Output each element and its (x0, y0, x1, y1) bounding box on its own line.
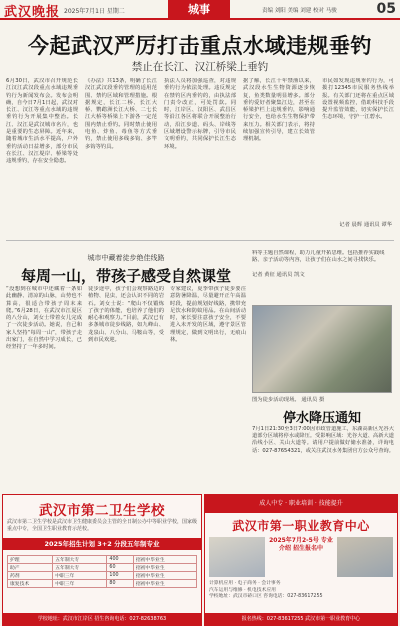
main-byline: 记者 晨辉 通讯员 谭华 (339, 222, 392, 228)
table-cell: 五年制大专 (53, 556, 107, 564)
mid-kicker: 城市中藏着徒步绝佳线路 (87, 254, 165, 262)
ad-health-school[interactable] (2, 494, 202, 626)
newspaper-logo: 武汉晚报 (4, 5, 61, 20)
table-cell: 招初中毕业生 (133, 564, 196, 572)
ad-right-highlight: 2025年7月2-5号 专业介绍 招生报名中 (269, 537, 333, 552)
mid-article-body (6, 286, 246, 486)
table-cell: 400 (107, 556, 133, 564)
ad-vocational-center[interactable] (204, 494, 398, 626)
main-headline: 今起武汉严厉打击重点水域违规垂钓 (28, 34, 372, 58)
table-row (8, 556, 197, 564)
table-row (8, 580, 197, 588)
table-cell: 招初中毕业生 (133, 580, 196, 588)
mid-byline: 记者 黄征 通讯员 凯文 (252, 272, 305, 278)
table-cell: 招初中毕业生 (133, 556, 196, 564)
editor-credits: 责编 刘阳 美编 刘建 校对 马骏 (262, 8, 337, 14)
article-column: 据了解，长江十年禁渔以来，武汉段水生生物资源逐步恢复，鱼类数量明显增多。部分垂钓爱好者聚集江边，甚至在桥梁护栏上违规垂钓，影响通行安全，也给水生生物保护带来压力。相关部门表示，将持续加强宣传引导，建立长效管理机制。 (243, 78, 315, 143)
ad-right-footer: 报名热线：027-83617255 武汉市第一职业教育中心 (205, 613, 397, 625)
ad-photo (337, 537, 393, 577)
ad-left-subtitle: 武汉市第二卫生学校是武汉市卫生健康委员会主管的全日制公办中等职业学校，国家级重点中专，全国卫生职业教育示范校。 (7, 519, 198, 532)
article-column: 市民如发现违规垂钓行为，可拨打12345市民服务热线举报。有关部门还将在重点区域设置视频监控，借助科技手段提升监管效能，切实保护长江生态环境，守护一江碧水。 (322, 78, 394, 121)
list-item: 学校地址：武汉市硚口区 咨询电话：027-83617255 (209, 594, 323, 600)
ad-left-footer: 学校地址：武汉市江岸区 招生咨询电话：027-82638763 (3, 613, 201, 625)
photo-caption-text: 图为徒步活动现场。 (252, 397, 300, 403)
table-cell: 中职三年 (53, 580, 107, 588)
ad-left-table (7, 555, 197, 588)
photo-caption (252, 395, 392, 403)
ad-photo (209, 537, 265, 577)
table-cell: 招初中毕业生 (133, 572, 196, 580)
article-column: 《办法》共13条，明确了长江汉江武汉段垂钓管理的适用范围、禁钓区域和管理措施。根据规定，长江二桥、长江大桥、鹦鹉洲长江大桥、二七长江大桥等桥梁上下游各一定范围内禁止垂钓。同时禁止使用电鱼、炸鱼、毒鱼等方式垂钓，禁止使用多线多钩、多竿多钩等钓具。 (85, 78, 157, 150)
article-column: 专家建议，夏季带孩子徒步要注意防暑降温，尽量避开正午高温时段，提前规划好线路，携带充足饮水和防蚊用品。在山间活动时，家长要注意孩子安全，不要进入未开发的区域，遵守景区管理规定，做到文明出行，无痕山林。 (170, 286, 246, 344)
hiking-photo (252, 305, 392, 393)
article-column: 执法人员将加强巡查，对违规垂钓行为依法处理。违反规定在禁钓区内垂钓的，由执法部门责令改正，可处罚款。同时，江岸区、汉阳区、武昌区等沿江各区将联合开展整治行动，沿江步道、码头、岸线等区域增设警示标牌，引导市民文明垂钓，共同保护长江生态环境。 (164, 78, 236, 150)
list-item: 汽车运用与维修 · 机电技术应用 (209, 587, 276, 593)
table-cell: 80 (107, 580, 133, 588)
ad-right-banner: 成人中专 · 职业培训 · 技能提升 (205, 495, 397, 513)
notice-title: 停水降压通知 (282, 411, 361, 426)
article-column: 徒步途中，孩子们会观察路边的植物、昆虫，还会认识不同的岩石。刘女士说：“爬山不仅锻炼了孩子的体能，也培养了他们的耐心和观察力。”目前，武汉已有多条城市徒步线路，如九峰山、龙泉山、八分山、马鞍山等，受到市民欢迎。 (88, 286, 164, 344)
main-article-body (6, 78, 394, 228)
main-subhead: 禁止在长江、汉江桥梁上垂钓 (131, 61, 269, 73)
table-row (8, 564, 197, 572)
table-cell: 五年制大专 (53, 564, 107, 572)
table-cell: 助产 (8, 564, 53, 572)
table-cell: 100 (107, 572, 133, 580)
list-item: 计算机应用 · 电子商务 · 会计事务 (209, 581, 281, 586)
ad-left-title: 武汉市第二卫生学校 (39, 503, 165, 519)
page-header (0, 0, 400, 20)
table-cell: 药剂 (8, 572, 53, 580)
article-column: “没想到在城市中还藏着一条如此幽静、清凉的山脉，山势也不算高，很适合带孩子周末来爬。”6月28日，在武汉市江夏区的八分山，刘女士带着女儿完成了一次徒步活动。她说，自己和家人坚持“每周一山”，带孩子走出家门，在自然中学习成长，已经坚持了一年多时间。 (6, 286, 82, 351)
page-number: 05 (376, 1, 396, 17)
table-row (8, 572, 197, 580)
table-cell: 60 (107, 564, 133, 572)
mid-article-continued: 料等主题自然课程，助力儿童开拓思维。包括推荐实践线路、亲子活动等内容，让孩子们在山水之间寻找快乐。 (252, 250, 385, 264)
article-column: 6月30日，武汉市召开规范长江汉江武汉段重点水域违规垂钓行为新闻发布会。发布会明确，自今日7月1日起，武汉对长江、汉江等重点水域的违规垂钓行为开展集中整治。长江、汉江是武汉城市名片，也是重要的生态屏障。近年来，随着城市生活水平提高，户外垂钓活动日益增多，部分市民在长江、汉江堤岸、桥梁等处违规垂钓，存在安全隐患。 (6, 78, 78, 165)
table-cell: 中职三年 (53, 572, 107, 580)
notice-body: 7月1日21:30至3日7:00因市政管道施工，东湖高新区光谷大道部分区域将停水或降压。受影响区域：光谷大道、高新大道沿线小区、关山大道等。请用户提前做好储水准备，详询电话：027-87654321，或关注武汉水务集团官方公众号查询。 (252, 426, 394, 454)
section-label: 城事 (168, 0, 230, 20)
table-cell: 康复技术 (8, 580, 53, 588)
ad-left-band: 2025年招生计划 3+2 分段五年制专业 (3, 538, 201, 550)
ad-right-title: 武汉市第一职业教育中心 (232, 519, 370, 533)
ad-right-list (209, 581, 393, 601)
issue-date: 2025年7月1日 星期二 (64, 8, 125, 15)
divider (6, 240, 394, 241)
table-cell: 护理 (8, 556, 53, 564)
photo-credit: 通讯员 摄 (301, 397, 325, 403)
mid-headline: 每周一山，带孩子感受自然课堂 (20, 267, 231, 285)
